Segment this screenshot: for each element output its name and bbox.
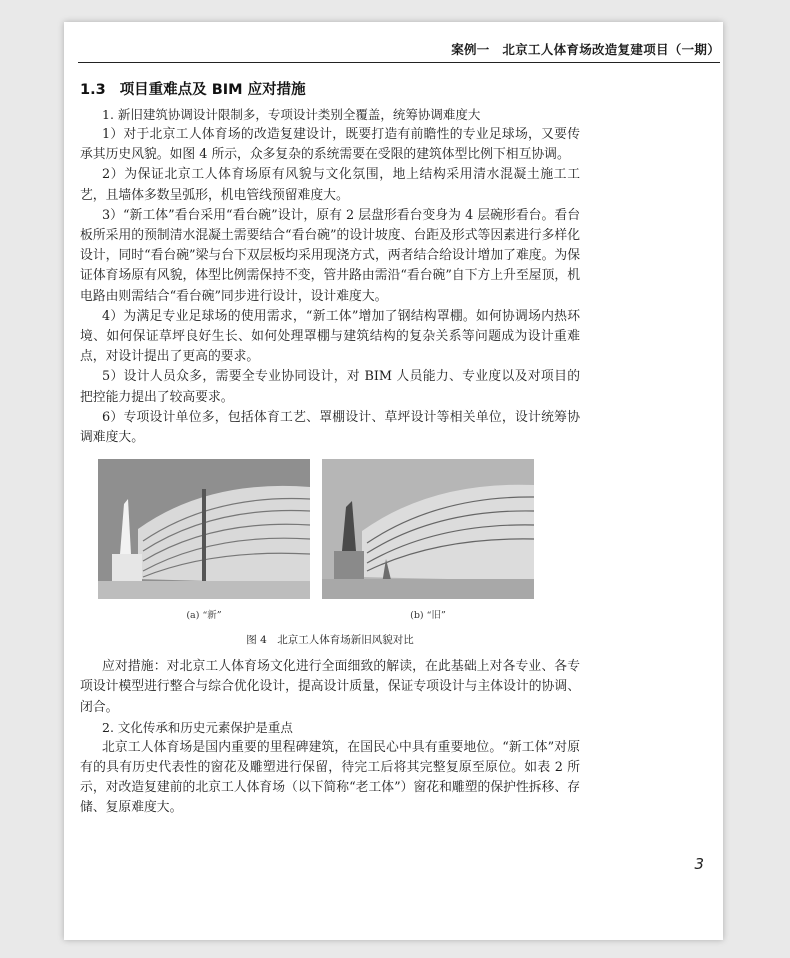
photo-new-ground: [98, 581, 310, 599]
section-title: 项目重难点及 BIM 应对措施: [119, 82, 306, 98]
paragraph-item-4: 4）为满足专业足球场的使用需求，“新工体”增加了钢结构罩棚。如何协调场内热环境、如何保证草坪良好生长、如何处理罩棚与建筑结构的复杂关系等问题成为设计重难点，对设计提出了更高的要求。: [80, 308, 580, 365]
page-content: [80, 78, 580, 819]
figure-4: [98, 459, 534, 621]
response-paragraph: 应对措施：对北京工人体育场文化进行全面细致的解读，在此基础上对各专业、各专项设计模型进行整合与综合优化设计，提高设计质量，保证专项设计与主体设计的协调、闭合。: [80, 659, 580, 715]
paragraph-item-6: 6）专项设计单位多，包括体育工艺、罩棚设计、草坪设计等相关单位，设计统筹协调难度大。: [80, 409, 580, 446]
section-number: 1.3: [80, 82, 106, 98]
running-header: 案例一 北京工人体育场改造复建项目（一期）: [78, 40, 720, 63]
section-heading: [80, 78, 580, 99]
paragraph-item-1: 1）对于北京工人体育场的改造复建设计，既要打造有前瞻性的专业足球场，又要传承其历史风貌。如图 4 所示，众多复杂的系统需要在受限的建筑体型比例下相互协调。: [80, 127, 580, 163]
photo-old-caption: (b) “旧”: [410, 610, 446, 622]
subsection-heading-2: 2. 文化传承和历史元素保护是重点: [102, 719, 293, 735]
photo-new-pole: [202, 489, 206, 584]
paragraph-item-2: 2）为保证北京工人体育场原有风貌与文化氛围，地上结构采用清水混凝土施工工艺，且墙体多数呈弧形，机电管线预留难度大。: [80, 167, 580, 203]
photo-old-pedestal: [334, 551, 364, 579]
paragraph-heritage: 北京工人体育场是国内重要的里程碑建筑，在国民心中具有重要地位。“新工体”对原有的具有历史代表性的窗花及雕塑进行保留，待完工后将其完整复原至原位。如表 2 所示，对改造复建前的北京工人体育场（以下简称“老工体”）窗花和雕塑的保护性拆移、存储、复原难度大。: [80, 739, 580, 816]
photo-new-block: [98, 459, 310, 621]
photo-new-caption: (a) “新”: [186, 610, 222, 622]
figure-caption: 图 4 北京工人体育场新旧风貌对比: [246, 634, 414, 647]
paragraph-item-3: 3）“新工体”看台采用“看台碗”设计，原有 2 层盘形看台变身为 4 层碗形看台。看台板所采用的预制清水混凝土需要结合“看台碗”的设计坡度、台距及形式等因素进行多样化设计，同时“看台碗”梁与台下双层板均采用现浇方式，两者结合给设计增加了难度。为保证体育场原有风貌，体型比例需保持不变，管井路由需沿“看台碗”自下方上升至屋顶，机电路由则需结合“看台碗”同步进行设计，设计难度大。: [80, 207, 580, 304]
photo-old-block: [322, 459, 534, 621]
paragraph-item-5: 5）设计人员众多，需要全专业协同设计，对 BIM 人员能力、专业度以及对项目的把控能力提出了较高要求。: [80, 369, 580, 405]
subsection-heading-1: 1. 新旧建筑协调设计限制多，专项设计类别全覆盖，统筹协调难度大: [102, 107, 481, 122]
page-number: 3: [694, 855, 704, 873]
photo-new-stadium: [98, 459, 310, 599]
photo-old-stadium: [322, 459, 534, 599]
photo-old-ground: [322, 579, 534, 599]
photo-new-pedestal: [112, 554, 142, 584]
